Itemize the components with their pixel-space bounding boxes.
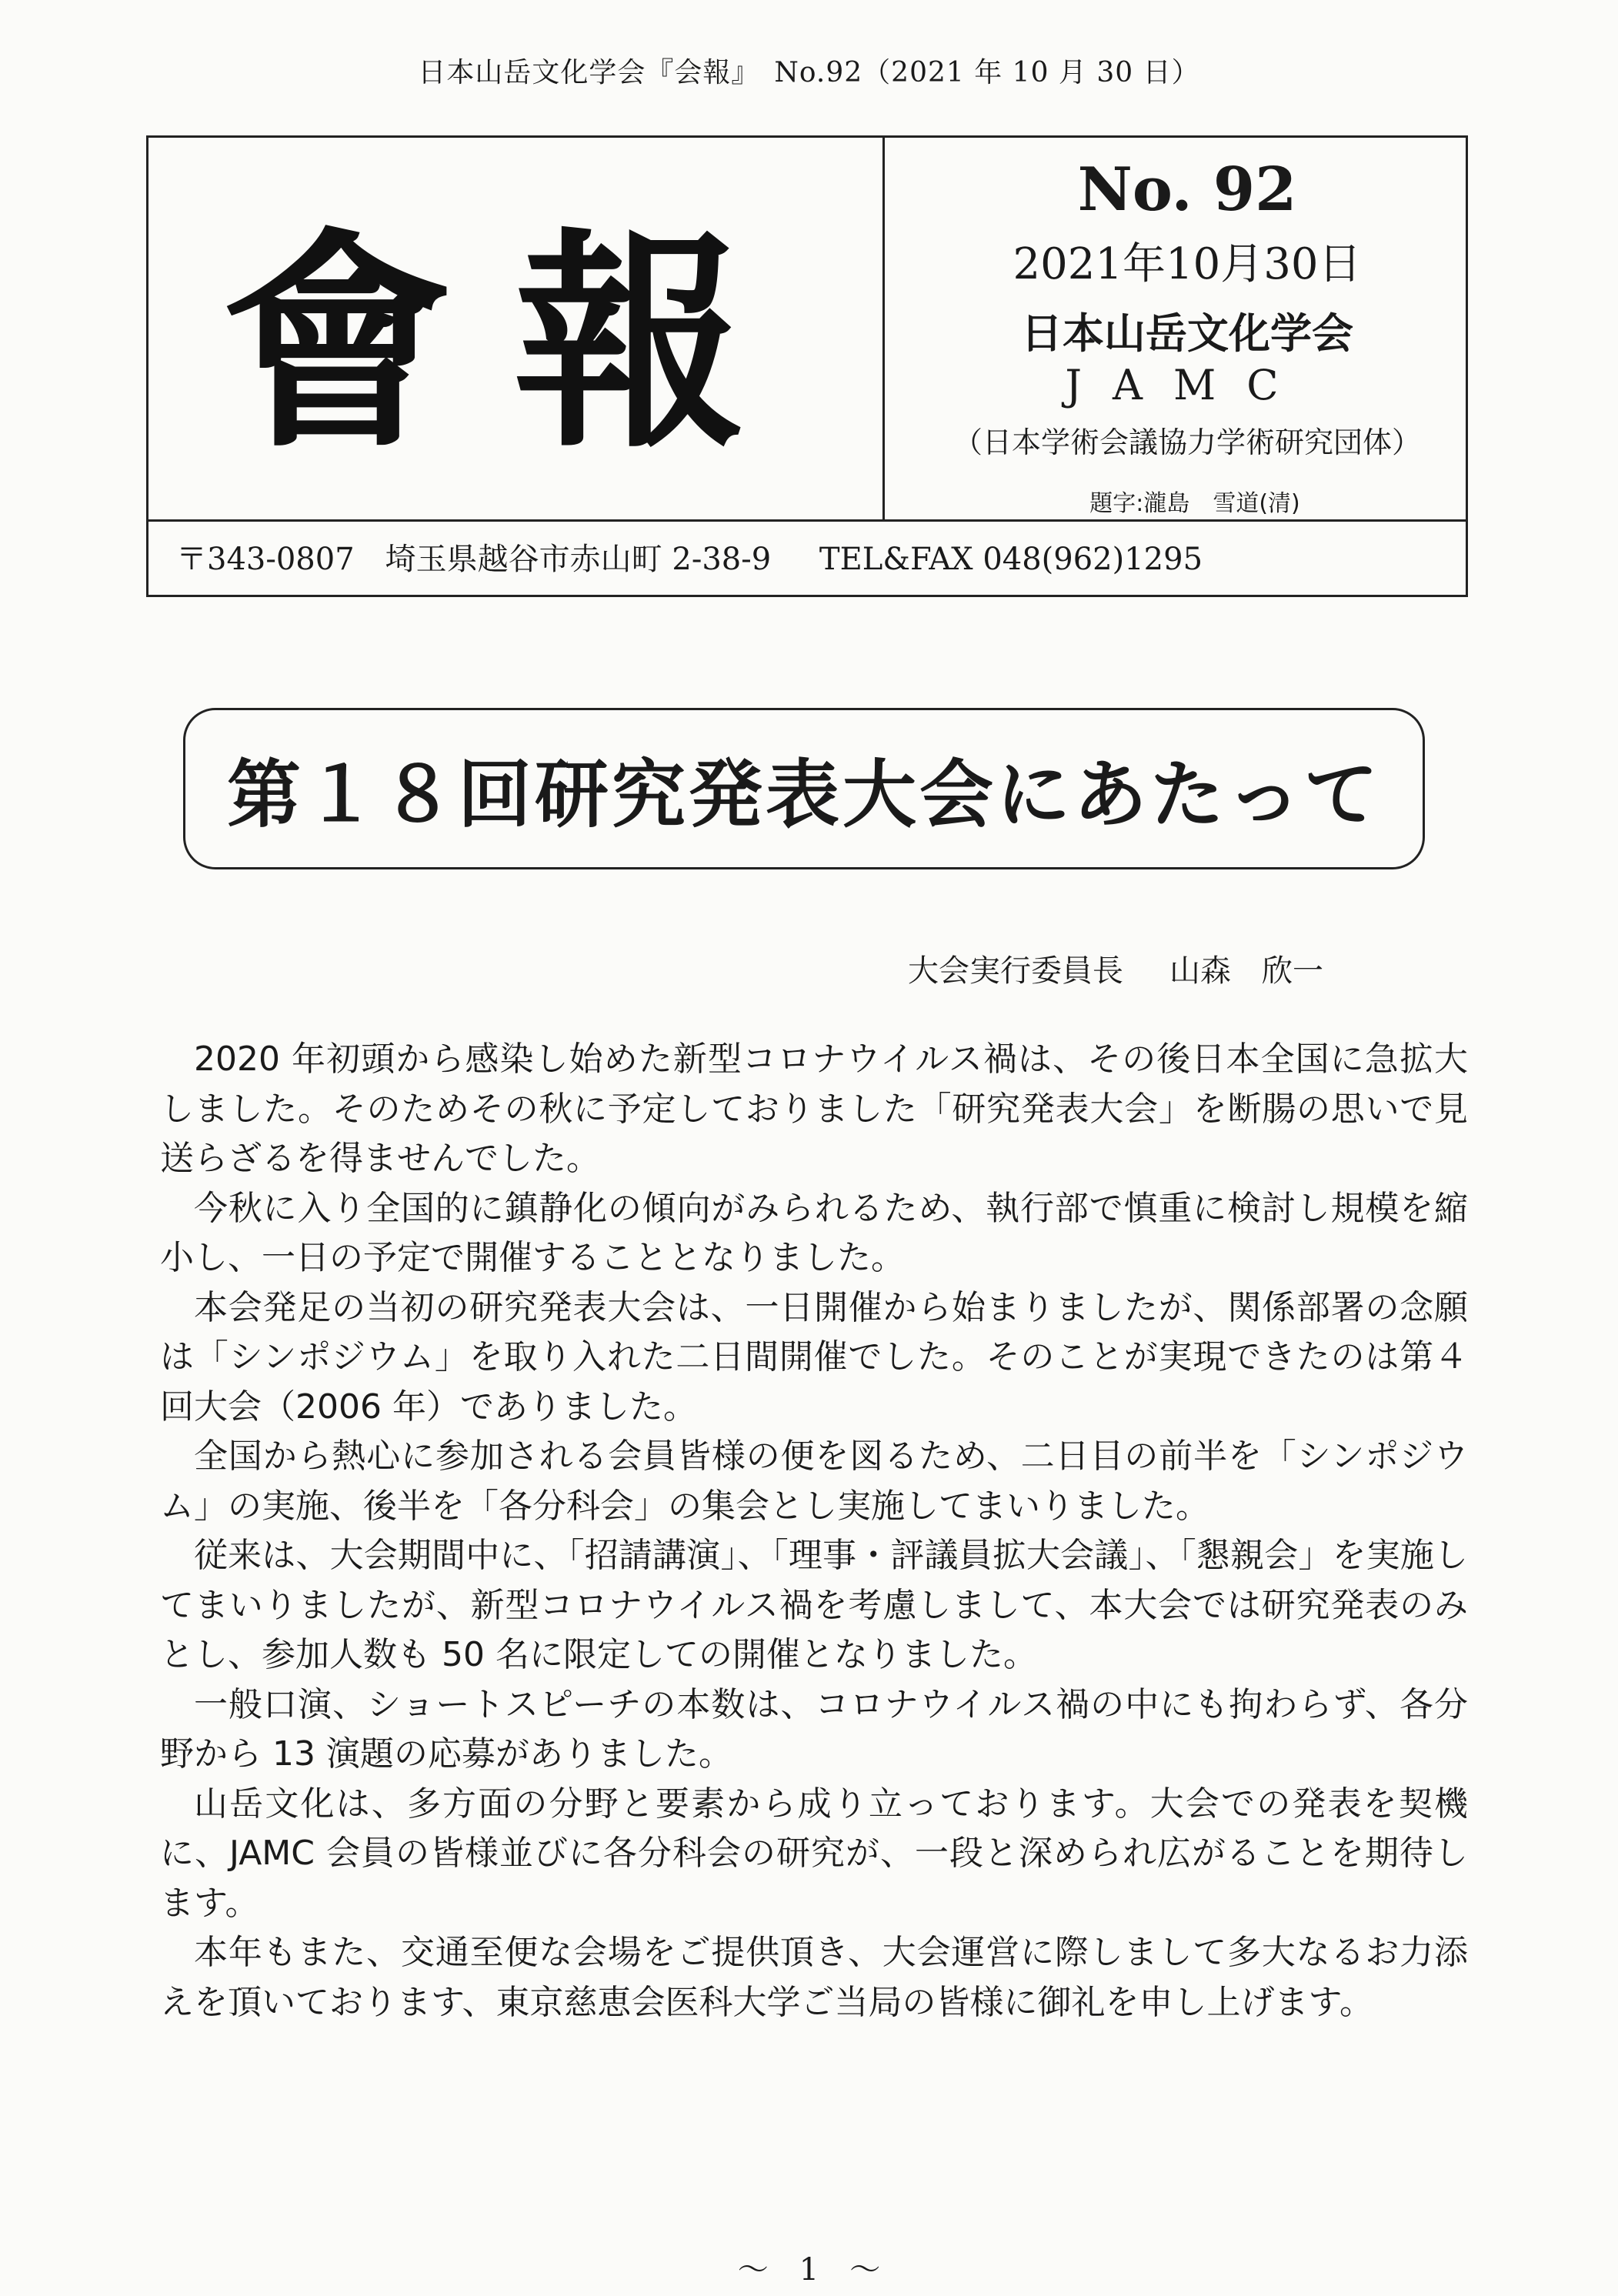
paragraph: 2020 年初頭から感染し始めた新型コロナウイルス禍は、その後日本全国に急拡大しました。そのためその秋に予定しておりました「研究発表大会」を断腸の思いで見送らざるを得ませんでした。 <box>160 1040 1468 1178</box>
running-header: 日本山岳文化学会『会報』 No.92（2021 年 10 月 30 日） <box>418 57 1200 88</box>
author-role: 大会実行委員長 <box>908 953 1123 989</box>
paragraph: 全国から熱心に参加される会員皆様の便を図るため、二日目の前半を「シンポジウム」の実施、後半を「各分科会」の集会とし実施してまいりました。 <box>160 1437 1468 1526</box>
article-body <box>160 1035 1468 2027</box>
calligraphy-logo <box>187 207 841 469</box>
svg-text:會報: 會報 <box>222 207 806 469</box>
organization-abbreviation: JAMC <box>1065 361 1309 409</box>
paragraph: 本年もまた、交通至便な会場をご提供頂き、大会運営に際しまして多大なるお力添えを頂いております、東京慈恵会医科大学ご当局の皆様に御礼を申し上げます。 <box>160 1933 1468 2022</box>
masthead-divider-vertical <box>882 138 885 519</box>
paragraph: 本会発足の当初の研究発表大会は、一日開催から始まりましたが、関係部署の念願は「シンポジウム」を取り入れた二日間開催でした。そのことが実現できたのは第４回大会（2006 年）でありました。 <box>160 1287 1468 1427</box>
article-author <box>908 946 1323 990</box>
issue-date: 2021年10月30日 <box>1013 239 1362 289</box>
article-title: 第１８回研究発表大会にあたって <box>227 751 1381 838</box>
issue-number: No. 92 <box>1077 155 1297 225</box>
author-name: 山森 欣一 <box>1169 953 1323 989</box>
masthead-divider-horizontal <box>148 519 1466 522</box>
article-title-box <box>183 708 1425 869</box>
contact-line <box>176 535 1203 579</box>
paragraph: 山岳文化は、多方面の分野と要素から成り立っております。大会での発表を契機に、JAMC 会員の皆様並びに各分科会の研究が、一段と深められ広がることを期待します。 <box>160 1784 1468 1923</box>
page-number: ～ 1 ～ <box>737 2252 881 2288</box>
paragraph: 一般口演、ショートスピーチの本数は、コロナウイルス禍の中にも拘わらず、各分野から 13 演題の応募がありました。 <box>160 1684 1468 1774</box>
calligrapher-credit: 題字:瀧島 雪道(清) <box>1089 490 1300 517</box>
paragraph: 従来は、大会期間中に、「招請講演」、「理事・評議員拡大会議」、「懇親会」を実施してまいりましたが、新型コロナウイルス禍を考慮しまして、本大会では研究発表のみとし、参加人数も 50 名に限定しての開催となりました。 <box>160 1536 1468 1674</box>
paragraph: 今秋に入り全国的に鎮静化の傾向がみられるため、執行部で慎重に検討し規模を縮小し、一日の予定で開催することとなりました。 <box>160 1188 1468 1277</box>
phone-fax: TEL&FAX 048(962)1295 <box>819 542 1203 577</box>
masthead <box>146 135 1468 597</box>
postal-address: 〒343-0807 埼玉県越谷市赤山町 2-38-9 <box>176 542 772 577</box>
organization-name: 日本山岳文化学会 <box>1021 309 1353 358</box>
organization-note: （日本学術会議協力学術研究団体） <box>952 425 1421 459</box>
